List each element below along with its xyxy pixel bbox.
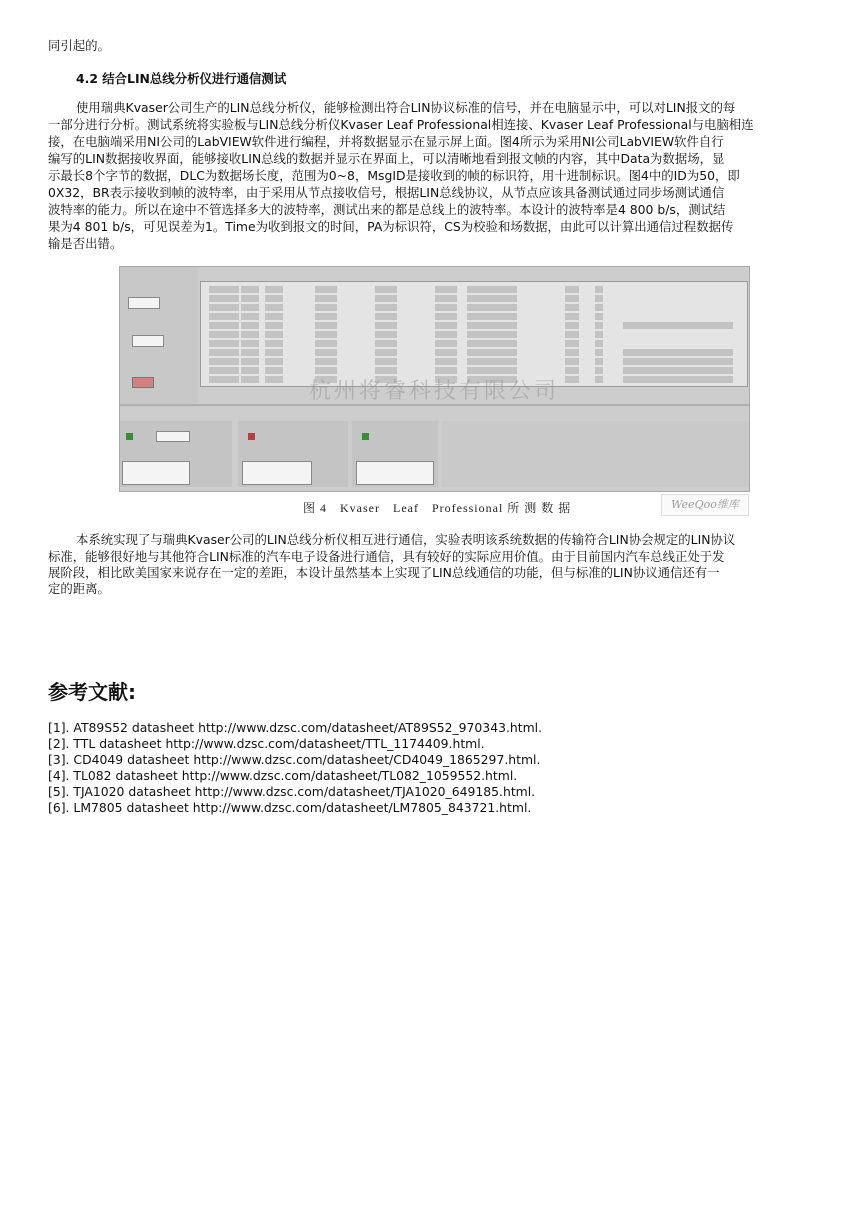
figure-table-cell [209,358,239,365]
paragraph-line: 输是否出错。 [48,236,123,251]
reference-item: [1]. AT89S52 datasheet http://www.dzsc.com/datasheet/AT89S52_970343.html. [48,720,543,735]
figure-table-cell [435,286,457,293]
figure-table-cell [623,367,733,374]
figure-table-cell [565,340,579,347]
figure-table-cell [209,295,239,302]
figure-table-cell [595,286,603,293]
figure-table-cell [435,295,457,302]
figure-table-cell [623,349,733,356]
reference-item: [6]. LM7805 datasheet http://www.dzsc.com/datasheet/LM7805_843721.html. [48,800,532,815]
figure-table-cell [595,358,603,365]
paragraph-line: 波特率的能力。所以在途中不管选择多大的波特率，测试出来的都是总线上的波特率。本设计的波特率是4 800 b/s，测试结 [48,202,726,217]
paragraph-line: 定的距离。 [48,581,110,596]
figure-table-cell [265,340,283,347]
figure-table-cell [265,286,283,293]
figure-table-cell [265,313,283,320]
references-title: 参考文献: [48,680,136,704]
figure-table-cell [315,367,337,374]
top-line: 同引起的。 [48,38,110,53]
figure-table-cell [467,313,517,320]
reference-item: [5]. TJA1020 datasheet http://www.dzsc.com/datasheet/TJA1020_649185.html. [48,784,536,799]
figure-table-cell [315,313,337,320]
figure-table-row [205,295,745,304]
figure-table-cell [265,358,283,365]
figure-table-cell [241,304,259,311]
figure-table-cell [467,340,517,347]
figure-table-cell [209,313,239,320]
figure-led-icon [248,433,255,440]
figure-table-cell [565,322,579,329]
figure-table-cell [209,349,239,356]
figure-table-cell [315,304,337,311]
figure-table-cell [315,295,337,302]
figure-table-cell [265,367,283,374]
figure-table-cell [435,304,457,311]
section-heading: 4.2 结合LIN总线分析仪进行通信测试 [76,71,287,86]
figure-table-cell [209,331,239,338]
figure-table-cell [467,367,517,374]
figure-table-cell [435,331,457,338]
figure-table-cell [595,313,603,320]
figure-table-row [205,313,745,322]
figure-table-cell [375,367,397,374]
reference-item: [3]. CD4049 datasheet http://www.dzsc.com/datasheet/CD4049_1865297.html. [48,752,541,767]
figure-table-cell [265,295,283,302]
figure-table-cell [565,331,579,338]
figure-table-cell [467,322,517,329]
figure-table-cell [241,358,259,365]
figure-table-cell [375,304,397,311]
figure-table-cell [375,331,397,338]
figure-table-cell [241,340,259,347]
paragraph-line: 0X32，BR表示接收到帧的波特率，由于采用从节点接收信号，根据LIN总线协议，从节点应该具备测试通过同步场测试通信 [48,185,725,200]
figure-table-cell [435,358,457,365]
paragraph-line: 编写的LIN数据接收界面，能够接收LIN总线的数据并显示在界面上，可以清晰地看到报文帧的内容，其中Data为数据场，显 [48,151,725,166]
figure-table-row [205,286,745,295]
figure-table-cell [375,340,397,347]
figure-table-cell [595,304,603,311]
figure-table-cell [565,313,579,320]
figure-table-cell [241,295,259,302]
paragraph-line: 示最长8个字节的数据，DLC为数据场长度，范围为0~8，MsgID是接收到的帧的标识符，用十进制标识。图4中的ID为50，即 [48,168,740,183]
figure-table-row [205,349,745,358]
figure-field [242,461,312,485]
figure-table-cell [435,322,457,329]
reference-item: [4]. TL082 datasheet http://www.dzsc.com/datasheet/TL082_1059552.html. [48,768,518,783]
figure-table-cell [209,322,239,329]
figure-field [356,461,434,485]
figure-subpanel [352,421,438,487]
figure-table-cell [315,331,337,338]
paragraph-line: 果为4 801 b/s，可见误差为1。Time为收到报文的时间，PA为标识符，CS为校验和场数据，由此可以计算出通信过程数据传 [48,219,734,234]
figure-table-row [205,340,745,349]
figure-table-cell [241,322,259,329]
figure-table-cell [209,304,239,311]
figure-table-cell [209,286,239,293]
figure-table-row [205,304,745,313]
figure-caption: 图 4 Kvaser Leaf Professional 所 测 数 据 [303,501,572,515]
figure-table-cell [435,349,457,356]
figure-subpanel [442,421,749,487]
paragraph-line: 本系统实现了与瑞典Kvaser公司的LIN总线分析仪相互进行通信，实验表明该系统数据的传输符合LIN协会规定的LIN协议 [76,532,736,547]
figure-subpanel [238,421,348,487]
figure-table-cell [315,286,337,293]
figure-table-cell [375,313,397,320]
figure-table-cell [241,313,259,320]
figure-table-cell [467,286,517,293]
figure-table-cell [623,358,733,365]
paragraph-line: 接，在电脑端采用NI公司的LabVIEW软件进行编程，并将数据显示在显示屏上面。图4所示为采用NI公司LabVIEW软件自行 [48,134,724,149]
figure-table-cell [315,358,337,365]
figure-table-row [205,358,745,367]
figure-table-cell [565,304,579,311]
figure-table-row [205,322,745,331]
figure-table-cell [375,349,397,356]
figure-table-cell [595,295,603,302]
figure-watermark: 杭州将睿科技有限公司 [308,379,559,404]
figure-table-cell [265,349,283,356]
figure-table-cell [595,367,603,374]
figure-table-cell [467,304,517,311]
figure-table-cell [375,295,397,302]
figure-field [122,461,190,485]
paragraph-line: 使用瑞典Kvaser公司生产的LIN总线分析仪，能够检测出符合LIN协议标准的信号，并在电脑显示中，可以对LIN报文的每 [76,100,736,115]
figure-table-cell [241,367,259,374]
figure-table-cell [467,295,517,302]
figure-table-cell [435,367,457,374]
figure-table-cell [315,340,337,347]
figure-table-cell [565,367,579,374]
figure-subpanel [120,421,232,487]
figure-table-cell [209,367,239,374]
figure-table-cell [565,295,579,302]
figure-table-cell [595,349,603,356]
figure-table-cell [467,358,517,365]
figure-table-cell [315,349,337,356]
figure-table-cell [435,313,457,320]
figure-table-cell [375,322,397,329]
figure-table-cell [265,322,283,329]
figure-table-cell [375,286,397,293]
figure-table-cell [595,322,603,329]
figure-table-row [205,331,745,340]
figure-field [156,431,190,442]
paragraph-line: 展阶段，相比欧美国家来说存在一定的差距，本设计虽然基本上实现了LIN总线通信的功能，但与标准的LIN协议通信还有一 [48,565,720,580]
figure-table-cell [467,349,517,356]
figure-led-icon [126,433,133,440]
figure-table-cell [241,349,259,356]
figure-table-cell [241,286,259,293]
figure-table-cell [375,358,397,365]
figure-table-cell [241,331,259,338]
figure-table-cell [565,286,579,293]
figure-table-cell [265,304,283,311]
reference-item: [2]. TTL datasheet http://www.dzsc.com/datasheet/TTL_1174409.html. [48,736,485,751]
figure-led-icon [362,433,369,440]
figure-table-cell [435,340,457,347]
paragraph-line: 一部分进行分析。测试系统将实验板与LIN总线分析仪Kvaser Leaf Professional相连接、Kvaser Leaf Professional与电脑相连 [48,117,754,132]
figure-data-table [200,281,748,387]
figure-table-cell [623,322,733,329]
figure-table-cell [315,322,337,329]
figure-table-cell [595,340,603,347]
figure-table-cell [565,349,579,356]
figure-table-cell [595,331,603,338]
figure-table-cell [467,331,517,338]
weeqoo-logo: WeeQoo维库 [661,494,749,516]
figure-table-cell [209,340,239,347]
figure-table-cell [265,331,283,338]
paragraph-line: 标准，能够很好地与其他符合LIN标准的汽车电子设备进行通信，具有较好的实际应用价值。由于目前国内汽车总线正处于发 [48,549,725,564]
figure-table-cell [565,358,579,365]
figure-input-box [128,297,160,309]
figure-input-box [132,335,164,347]
